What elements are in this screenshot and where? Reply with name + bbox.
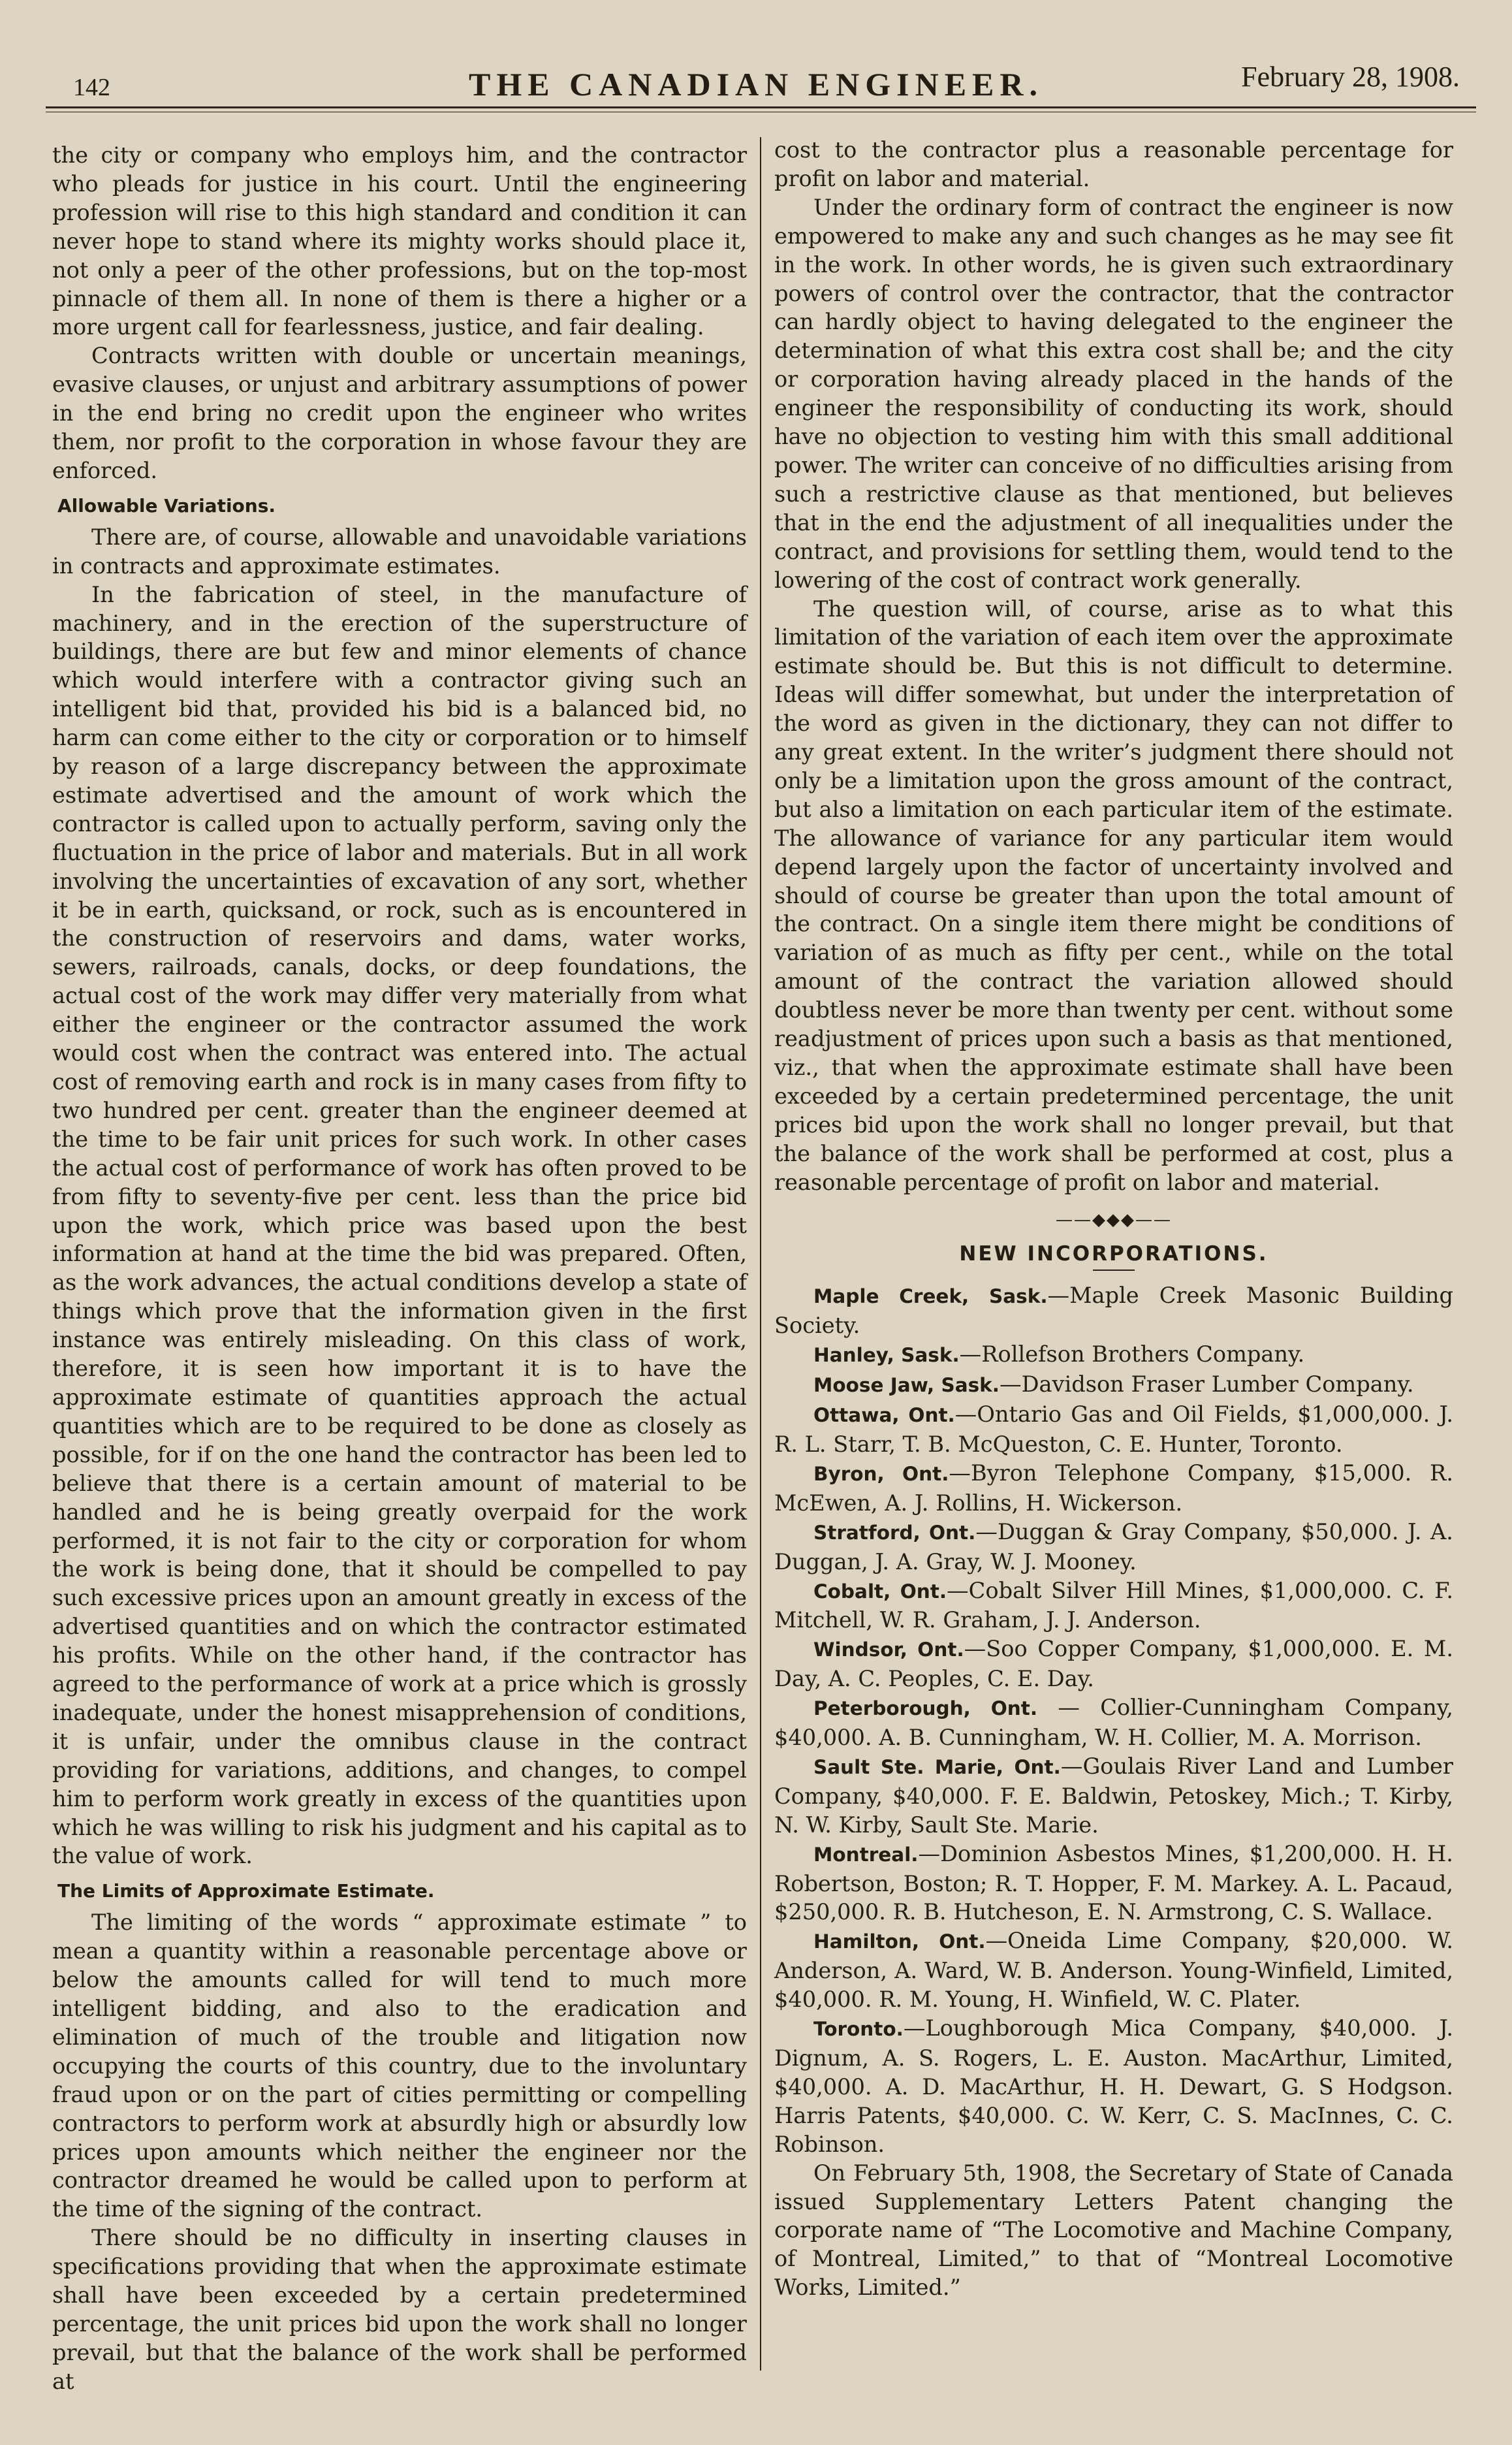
- incorporation-entry: [774, 1370, 1453, 1400]
- incorporation-location: Stratford, Ont.: [813, 1521, 976, 1544]
- column-divider: [760, 137, 761, 2371]
- incorporation-details: —Davidson Fraser Lumber Company.: [1000, 1371, 1414, 1398]
- incorporation-entry: [774, 2014, 1453, 2159]
- incorporation-location: Moose Jaw, Sask.: [813, 1374, 1000, 1397]
- incorporation-location: Cobalt, Ont.: [813, 1580, 947, 1603]
- incorporation-entry: [774, 1693, 1453, 1752]
- paragraph: The limiting of the words “ approximate estimate ” to mean a quantity within a reasonable percentage above or below the amounts called for will tend to much more intelligent bidding, and also to the eradication and elimination of much of the trouble and litigation now occupying the courts of this country, due to the involuntary fraud upon or on the part of cities permitting or compelling contractors to perform work at absurdly high or absurdly low prices upon amounts which neither the engineer nor the contractor dreamed he would be called upon to perform at the time of the signing of the contract.: [52, 1910, 747, 2222]
- incorporation-details: —Duggan & Gray Company, $50,000. J. A. Duggan, J. A. Gray, W. J. Mooney.: [774, 1518, 1453, 1574]
- incorporation-location: Ottawa, Ont.: [813, 1404, 955, 1427]
- paragraph: In the fabrication of steel, in the manufacture of machinery, and in the erection of the superstructure of buildings, there are but few and minor elements of chance which would interfere with a contractor giving such an intelligent bid that, provided his bid is a balanced bid, no harm can come either to the city or corporation or to himself by reason of a large discrepancy between the approximate estimate advertised and the amount of work which the contractor is called upon to actually perform, saving only the fluctuation in the price of labor and materials. But in all work involving the uncertainties of excavation of any sort, whether it be in earth, quicksand, or rock, such as is encountered in the construction of reservoirs and dams, water works, sewers, railroads, canals, docks, or deep foundations, the actual cost of the work may differ very materially from what either the engineer or the contractor assumed the work would cost when the contract was entered into. The actual cost of removing earth and rock is in many cases from fifty to two hundred per cent. greater than the engineer deemed at the time to be fair unit prices for such work. In other cases the actual cost of performance of work has often proved to be from fifty to seventy-five per cent. less than the price bid upon the work, which price was based upon the best information at hand at the time the bid was prepared. Often, as the work advances, the actual conditions develop a state of things which prove that the information given in the first instance was entirely misleading. On this class of work, therefore, it is seen how important it is to have the approximate estimate of quantities approach the actual quantities which are to be required to be done as closely as possible, for if on the one hand the contractor has been led to believe that there is a certain amount of material to be handled and he is being greatly overpaid for the work performed, it is not fair to the city or corporation for whom the work is being done, that it should be compelled to pay such excessive prices upon an amount greatly in excess of the advertised quantities and on which the contractor estimated his profits. While on the other hand, if the contractor has agreed to the performance of work at a price which is grossly inadequate, under the honest misapprehension of conditions, it is unfair, under the omnibus clause in the contract providing for variations, additions, and changes, to compel him to perform work greatly in excess of the quantities upon which he was willing to risk his judgment and his capital as to the value of work.: [52, 581, 747, 1869]
- right-column: [774, 136, 1453, 2302]
- incorporation-details: —Goulais River Land and Lumber Company, $40,000. F. E. Baldwin, Petoskey, Mich.; T. Kirby, N. W. Kirby, Sault Ste. Marie.: [774, 1753, 1453, 1838]
- incorporation-details: —Loughborough Mica Company, $40,000. J. Dignum, A. S. Rogers, L. E. Auston. MacArthur, Limited, $40,000. A. D. MacArthur, H. H. Dewart, G. S Hodgson. Harris Patents, $40,000. C. W. Kerr, C. S. MacInnes, C. C. Robinson.: [774, 2015, 1453, 2157]
- incorporation-entry: [774, 1400, 1453, 1459]
- closing-paragraph: On February 5th, 1908, the Secretary of State of Canada issued Supplementary Letters Patent changing the corporate name of “The Locomotive and Machine Company, of Montreal, Limited,” to that of “Montreal Locomotive Works, Limited.”: [774, 2160, 1453, 2301]
- incorporations-list: [774, 1281, 1453, 2158]
- incorporation-entry: [774, 1518, 1453, 1576]
- section-subheading: The Limits of Approximate Estimate.: [57, 1880, 435, 1902]
- paragraph: There should be no difficulty in inserting clauses in specifications providing that when the approximate estimate shall have been exceeded by a certain predetermined percentage, the unit prices bid upon the work shall no longer prevail, but that the balance of the work shall be performed at: [52, 2225, 747, 2394]
- incorporation-entry: [774, 1926, 1453, 2014]
- incorporation-details: —Rollefson Brothers Company.: [959, 1341, 1305, 1367]
- paragraph: The question will, of course, arise as to what this limitation of the variation of each item over the approximate estimate should be. But this is not difficult to determine. Ideas will differ somewhat, but under the interpretation of the word as given in the dictionary, they can not differ to any great extent. In the writer’s judgment there should not only be a limitation upon the gross amount of the contract, but also a limitation on each particular item of the estimate. The allowance of variance for any particular item would depend largely upon the factor of uncertainty involved and should of course be greater than upon the total amount of the contract. On a single item there might be conditions of variation of as much as fifty per cent., while on the total amount of the contract the variation allowed should doubtless never be more than twenty per cent. without some readjustment of prices upon such a basis as that mentioned, viz., that when the approximate estimate shall have been exceeded by a certain predetermined percentage, the unit prices bid upon the work shall no longer prevail, but that the balance of the work shall be performed at cost, plus a reasonable percentage of profit on labor and material.: [774, 596, 1453, 1195]
- header-rule-thick: [46, 106, 1476, 108]
- incorporation-location: Peterborough, Ont.: [813, 1697, 1038, 1720]
- incorporation-entry: [774, 1459, 1453, 1518]
- incorporation-entry: [774, 1281, 1453, 1340]
- incorporation-details: — Collier-Cunningham Company, $40,000. A. B. Cunningham, W. H. Collier, M. A. Morrison.: [774, 1695, 1453, 1751]
- incorporation-details: —Dominion Asbestos Mines, $1,200,000. H. H. Robertson, Boston; R. T. Hopper, F. M. Markey. A. L. Pacaud, $250,000. R. B. Hutcheson, E. N. Armstrong, C. S. Wallace.: [774, 1840, 1453, 1925]
- paragraph: cost to the contractor plus a reasonable percentage for profit on labor and material.: [774, 137, 1453, 191]
- incorporation-details: —Ontario Gas and Oil Fields, $1,000,000. J. R. L. Starr, T. B. McQueston, C. E. Hunter, Toronto.: [774, 1401, 1454, 1457]
- left-column: [52, 141, 747, 2396]
- incorporation-location: Toronto.: [813, 2018, 904, 2041]
- paragraph: Contracts written with double or uncertain meanings, evasive clauses, or unjust and arbitrary assumptions of power in the end bring no credit upon the engineer who writes them, nor profit to the corporation in whose favour they are enforced.: [52, 343, 747, 483]
- incorporation-details: —Byron Telephone Company, $15,000. R. McEwen, A. J. Rollins, H. Wickerson.: [774, 1460, 1453, 1516]
- incorporation-entry: [774, 1752, 1453, 1840]
- journal-title: THE CANADIAN ENGINEER.: [468, 66, 1044, 103]
- title-rule: [1093, 1270, 1135, 1271]
- page-number: 142: [73, 74, 110, 101]
- incorporation-location: Sault Ste. Marie, Ont.: [813, 1755, 1061, 1778]
- incorporation-entry: [774, 1576, 1453, 1635]
- section-title: NEW INCORPORATIONS.: [959, 1241, 1268, 1266]
- paragraph: Under the ordinary form of contract the engineer is now empowered to make any and such changes as he may see fit in the work. In other words, he is given such extraordinary powers of control over the contractor, that the contractor can hardly object to having delegated to the engineer the determination of what this extra cost shall be; and the city or corporation having already placed in the hands of the engineer the responsibility of conducting its work, should have no objection to vesting him with this small additional power. The writer can conceive of no difficulties arising from such a restrictive clause as that mentioned, but believes that in the end the adjustment of all inequalities under the contract, and provisions for settling them, would tend to the lowering of the cost of contract work generally.: [774, 194, 1453, 593]
- incorporation-details: —Cobalt Silver Hill Mines, $1,000,000. C. F. Mitchell, W. R. Graham, J. J. Anderson.: [774, 1577, 1453, 1633]
- issue-date: February 28, 1908.: [1241, 61, 1460, 93]
- paragraph: There are, of course, allowable and unavoidable variations in contracts and approximate estimates.: [52, 524, 747, 579]
- paragraph: the city or company who employs him, and the contractor who pleads for justice in his court. Until the engineering profession will rise to this high standard and condition it can never hope to stand where its mighty works should place it, not only a peer of the other professions, but on the top-most pinnacle of them all. In none of them is there a higher or a more urgent call for fearlessness, justice, and fair dealing.: [52, 142, 747, 340]
- incorporation-details: —Maple Creek Masonic Building Society.: [774, 1283, 1453, 1339]
- page-header: [0, 0, 1512, 104]
- incorporation-entry: [774, 1340, 1453, 1370]
- section-subheading: Allowable Variations.: [57, 494, 276, 517]
- incorporation-location: Hamilton, Ont.: [813, 1930, 986, 1953]
- incorporation-location: Maple Creek, Sask.: [813, 1285, 1048, 1308]
- incorporation-location: Hanley, Sask.: [813, 1344, 960, 1367]
- incorporation-entry: [774, 1840, 1453, 1927]
- incorporation-location: Byron, Ont.: [813, 1462, 949, 1485]
- section-ornament: ——◆◆◆——: [1056, 1209, 1172, 1230]
- incorporation-location: Windsor, Ont.: [813, 1638, 964, 1661]
- incorporation-details: —Oneida Lime Company, $20,000. W. Anderson, A. Ward, W. B. Anderson. Young-Winfield, Limited, $40,000. R. M. Young, H. Winfield, W. C. Plater.: [774, 1928, 1453, 2013]
- incorporation-entry: [774, 1635, 1453, 1693]
- incorporation-location: Montreal.: [813, 1843, 919, 1866]
- incorporation-details: —Soo Copper Company, $1,000,000. E. M. Day, A. C. Peoples, C. E. Day.: [774, 1636, 1453, 1692]
